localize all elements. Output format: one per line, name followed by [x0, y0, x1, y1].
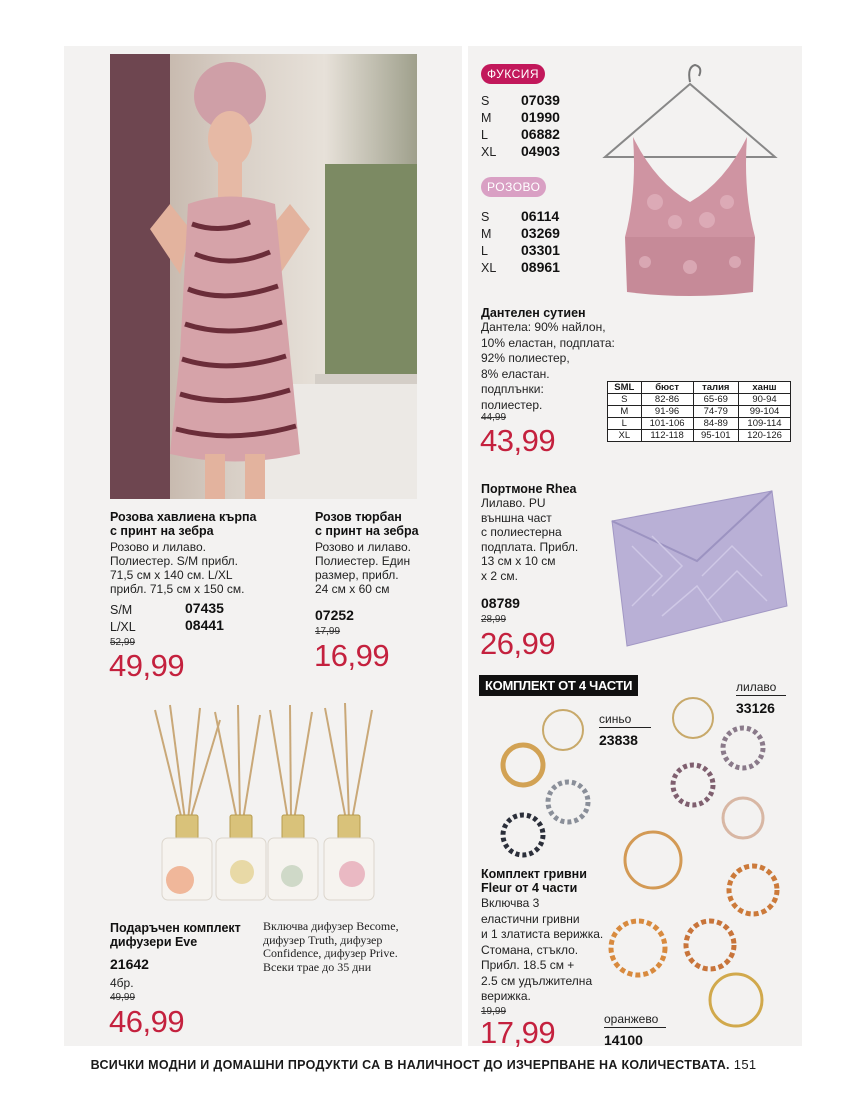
turban-desc-line: Розово и лилаво.	[315, 540, 411, 554]
table-header: ханш	[739, 382, 791, 394]
table-row	[608, 430, 791, 442]
footer-text: ВСИЧКИ МОДНИ И ДОМАШНИ ПРОДУКТИ СА В НАЛИЧНОСТ ДО ИЗЧЕРПВАНЕ НА КОЛИЧЕСТВАТА.	[90, 1058, 730, 1072]
turban-title-line: с принт на зебра	[315, 524, 419, 538]
color-pill-pink: РОЗОВО	[481, 177, 546, 197]
bracelets-desc-line: Прибл. 18.5 см +	[481, 958, 575, 972]
variant-divider	[604, 1027, 666, 1028]
table-cell: S	[608, 394, 642, 406]
bracelets-desc-line: и 1 златиста верижка.	[481, 927, 604, 941]
towel-code-lxl: 08441	[185, 617, 224, 633]
size-label: M	[481, 227, 492, 241]
table-row	[608, 418, 791, 430]
table-cell: M	[608, 406, 642, 418]
bra-desc-line: Дантела: 90% найлон,	[481, 320, 606, 334]
bracelets-desc-line: Стомана, стъкло.	[481, 942, 579, 957]
bra-sizes-fuchsia	[481, 92, 591, 160]
size-label: S	[481, 94, 490, 108]
variant-code-lilac: 33126	[736, 700, 775, 716]
diffuser-includes-line: Confidence, дифузер Prive.	[263, 946, 398, 960]
turban-title	[315, 510, 455, 538]
bra-price: 43,99	[480, 423, 556, 458]
product-code: 03269	[521, 225, 560, 241]
towel-desc-line: Розово и лилаво.	[110, 540, 206, 554]
product-code: 01990	[521, 109, 560, 125]
wallet-title: Портмоне Rhea	[481, 482, 577, 496]
bra-desc-line: 92% полиестер,	[481, 351, 570, 365]
table-cell: 120-126	[739, 430, 791, 442]
turban-description	[315, 540, 455, 596]
bra-desc-line: 8% еластан.	[481, 366, 550, 381]
size-label: XL	[481, 261, 497, 275]
size-chart-header	[608, 382, 791, 394]
size-label: L	[481, 244, 488, 258]
wallet-desc-line: с полиестерна	[481, 525, 562, 540]
table-header: бюст	[641, 382, 693, 394]
table-cell: 112-118	[641, 430, 693, 442]
turban-price: 16,99	[314, 638, 390, 673]
table-header: SML	[608, 382, 642, 394]
towel-size-sm: S/M	[110, 603, 133, 617]
page-number: 151	[733, 1057, 757, 1072]
product-code: 07039	[521, 92, 560, 108]
turban-old-price: 17,99	[315, 626, 341, 637]
size-label: L	[481, 128, 488, 142]
bra-title: Дантелен сутиен	[481, 306, 586, 320]
towel-title-line: с принт на зебра	[110, 524, 214, 538]
towel-desc-line: прибл. 71,5 см х 150 см.	[110, 582, 245, 596]
towel-code-sm: 07435	[185, 600, 224, 616]
table-cell: 95-101	[693, 430, 738, 442]
turban-title-line: Розов тюрбан	[315, 510, 402, 524]
diffuser-count: 4бр.	[110, 976, 134, 990]
product-code: 06114	[521, 208, 560, 224]
diffuser-title	[110, 921, 260, 949]
bracelets-old-price: 19,99	[481, 1006, 507, 1017]
towel-old-price: 52,99	[110, 637, 136, 648]
towel-price: 49,99	[109, 648, 185, 683]
size-label: M	[481, 111, 492, 125]
bracelets-title	[481, 867, 631, 895]
table-cell: 101-106	[641, 418, 693, 430]
product-code: 04903	[521, 143, 560, 159]
variant-color-lilac: лилаво	[736, 680, 777, 694]
table-cell: 99-104	[739, 406, 791, 418]
table-cell: 74-79	[693, 406, 738, 418]
towel-description	[110, 540, 300, 596]
diffuser-includes-line: дифузер Truth, дифузер	[263, 932, 383, 947]
diffuser-includes-line: Включва дифузер Become,	[263, 919, 399, 933]
wallet-price: 26,99	[480, 626, 556, 661]
bracelets-desc-line: 2.5 см удължителна	[481, 973, 593, 988]
product-code: 06882	[521, 126, 560, 142]
towel-photo	[110, 54, 417, 499]
towel-desc-line: Полиестер. S/M прибл.	[110, 554, 239, 568]
bracelet-set-banner: КОМПЛЕКТ ОТ 4 ЧАСТИ	[479, 675, 638, 696]
footer-note	[0, 1057, 847, 1072]
turban-desc-line: 24 см х 60 см	[315, 582, 390, 596]
wallet-old-price: 28,99	[481, 614, 507, 625]
bra-desc-line: подплънки:	[481, 382, 544, 396]
towel-desc-line: 71,5 см х 140 см. L/XL	[110, 568, 233, 582]
towel-size-lxl: L/XL	[110, 620, 136, 634]
bracelets-desc-line: верижка.	[481, 989, 531, 1003]
color-pill-fuchsia: ФУКСИЯ	[481, 64, 545, 84]
towel-title-line: Розова хавлиена кърпа	[110, 510, 257, 524]
variant-code-orange: 14100	[604, 1032, 643, 1048]
wallet-desc-line: Лилаво. PU	[481, 496, 546, 510]
table-cell: 84-89	[693, 418, 738, 430]
table-cell: 82-86	[641, 394, 693, 406]
table-cell: 90-94	[739, 394, 791, 406]
wallet-photo	[602, 486, 792, 656]
size-label: S	[481, 210, 490, 224]
bracelets-title-line: Комплект гривни	[481, 867, 587, 881]
diffuser-old-price: 49,99	[110, 992, 136, 1003]
table-row	[608, 394, 791, 406]
diffuser-title-line: Подаръчен комплект	[110, 921, 241, 935]
size-chart-table	[607, 381, 791, 442]
wallet-description	[481, 496, 611, 584]
bra-old-price: 44,99	[481, 412, 507, 423]
towel-title	[110, 510, 300, 538]
table-cell: 91-96	[641, 406, 693, 418]
turban-desc-line: размер, прибл.	[315, 568, 399, 582]
diffuser-title-line: дифузери Eve	[110, 935, 198, 949]
bracelets-price: 17,99	[480, 1015, 556, 1050]
wallet-desc-line: външна част	[481, 510, 552, 525]
wallet-desc-line: х 2 см.	[481, 568, 518, 583]
variant-color-blue: синьо	[599, 712, 632, 726]
diffuser-includes-line: Всеки трае до 35 дни	[263, 959, 372, 974]
table-cell: 109-114	[739, 418, 791, 430]
table-row	[608, 406, 791, 418]
table-cell: L	[608, 418, 642, 430]
bra-desc-line: 10% еластан, подплата:	[481, 335, 615, 350]
diffuser-photo	[140, 700, 380, 910]
diffuser-includes	[263, 920, 448, 974]
product-code: 03301	[521, 242, 560, 258]
bra-sizes-pink	[481, 208, 591, 276]
wallet-code: 08789	[481, 595, 520, 611]
diffuser-code: 21642	[110, 956, 149, 972]
table-cell: 65-69	[693, 394, 738, 406]
table-cell: XL	[608, 430, 642, 442]
turban-code: 07252	[315, 607, 354, 623]
bra-photo	[595, 62, 785, 302]
table-header: талия	[693, 382, 738, 394]
wallet-desc-line: подплата. Прибл.	[481, 539, 579, 554]
variant-color-orange: оранжево	[604, 1012, 659, 1026]
bra-desc-line: полиестер.	[481, 397, 543, 412]
wallet-desc-line: 13 см х 10 см	[481, 554, 556, 569]
bracelets-desc-line: еластични гривни	[481, 911, 580, 926]
diffuser-price: 46,99	[109, 1004, 185, 1039]
bracelets-title-line: Fleur от 4 части	[481, 881, 578, 895]
bracelets-description	[481, 896, 631, 1005]
product-code: 08961	[521, 259, 560, 275]
variant-code-blue: 23838	[599, 732, 638, 748]
bracelets-desc-line: Включва 3	[481, 896, 540, 910]
size-label: XL	[481, 145, 497, 159]
turban-desc-line: Полиестер. Един	[315, 554, 411, 568]
